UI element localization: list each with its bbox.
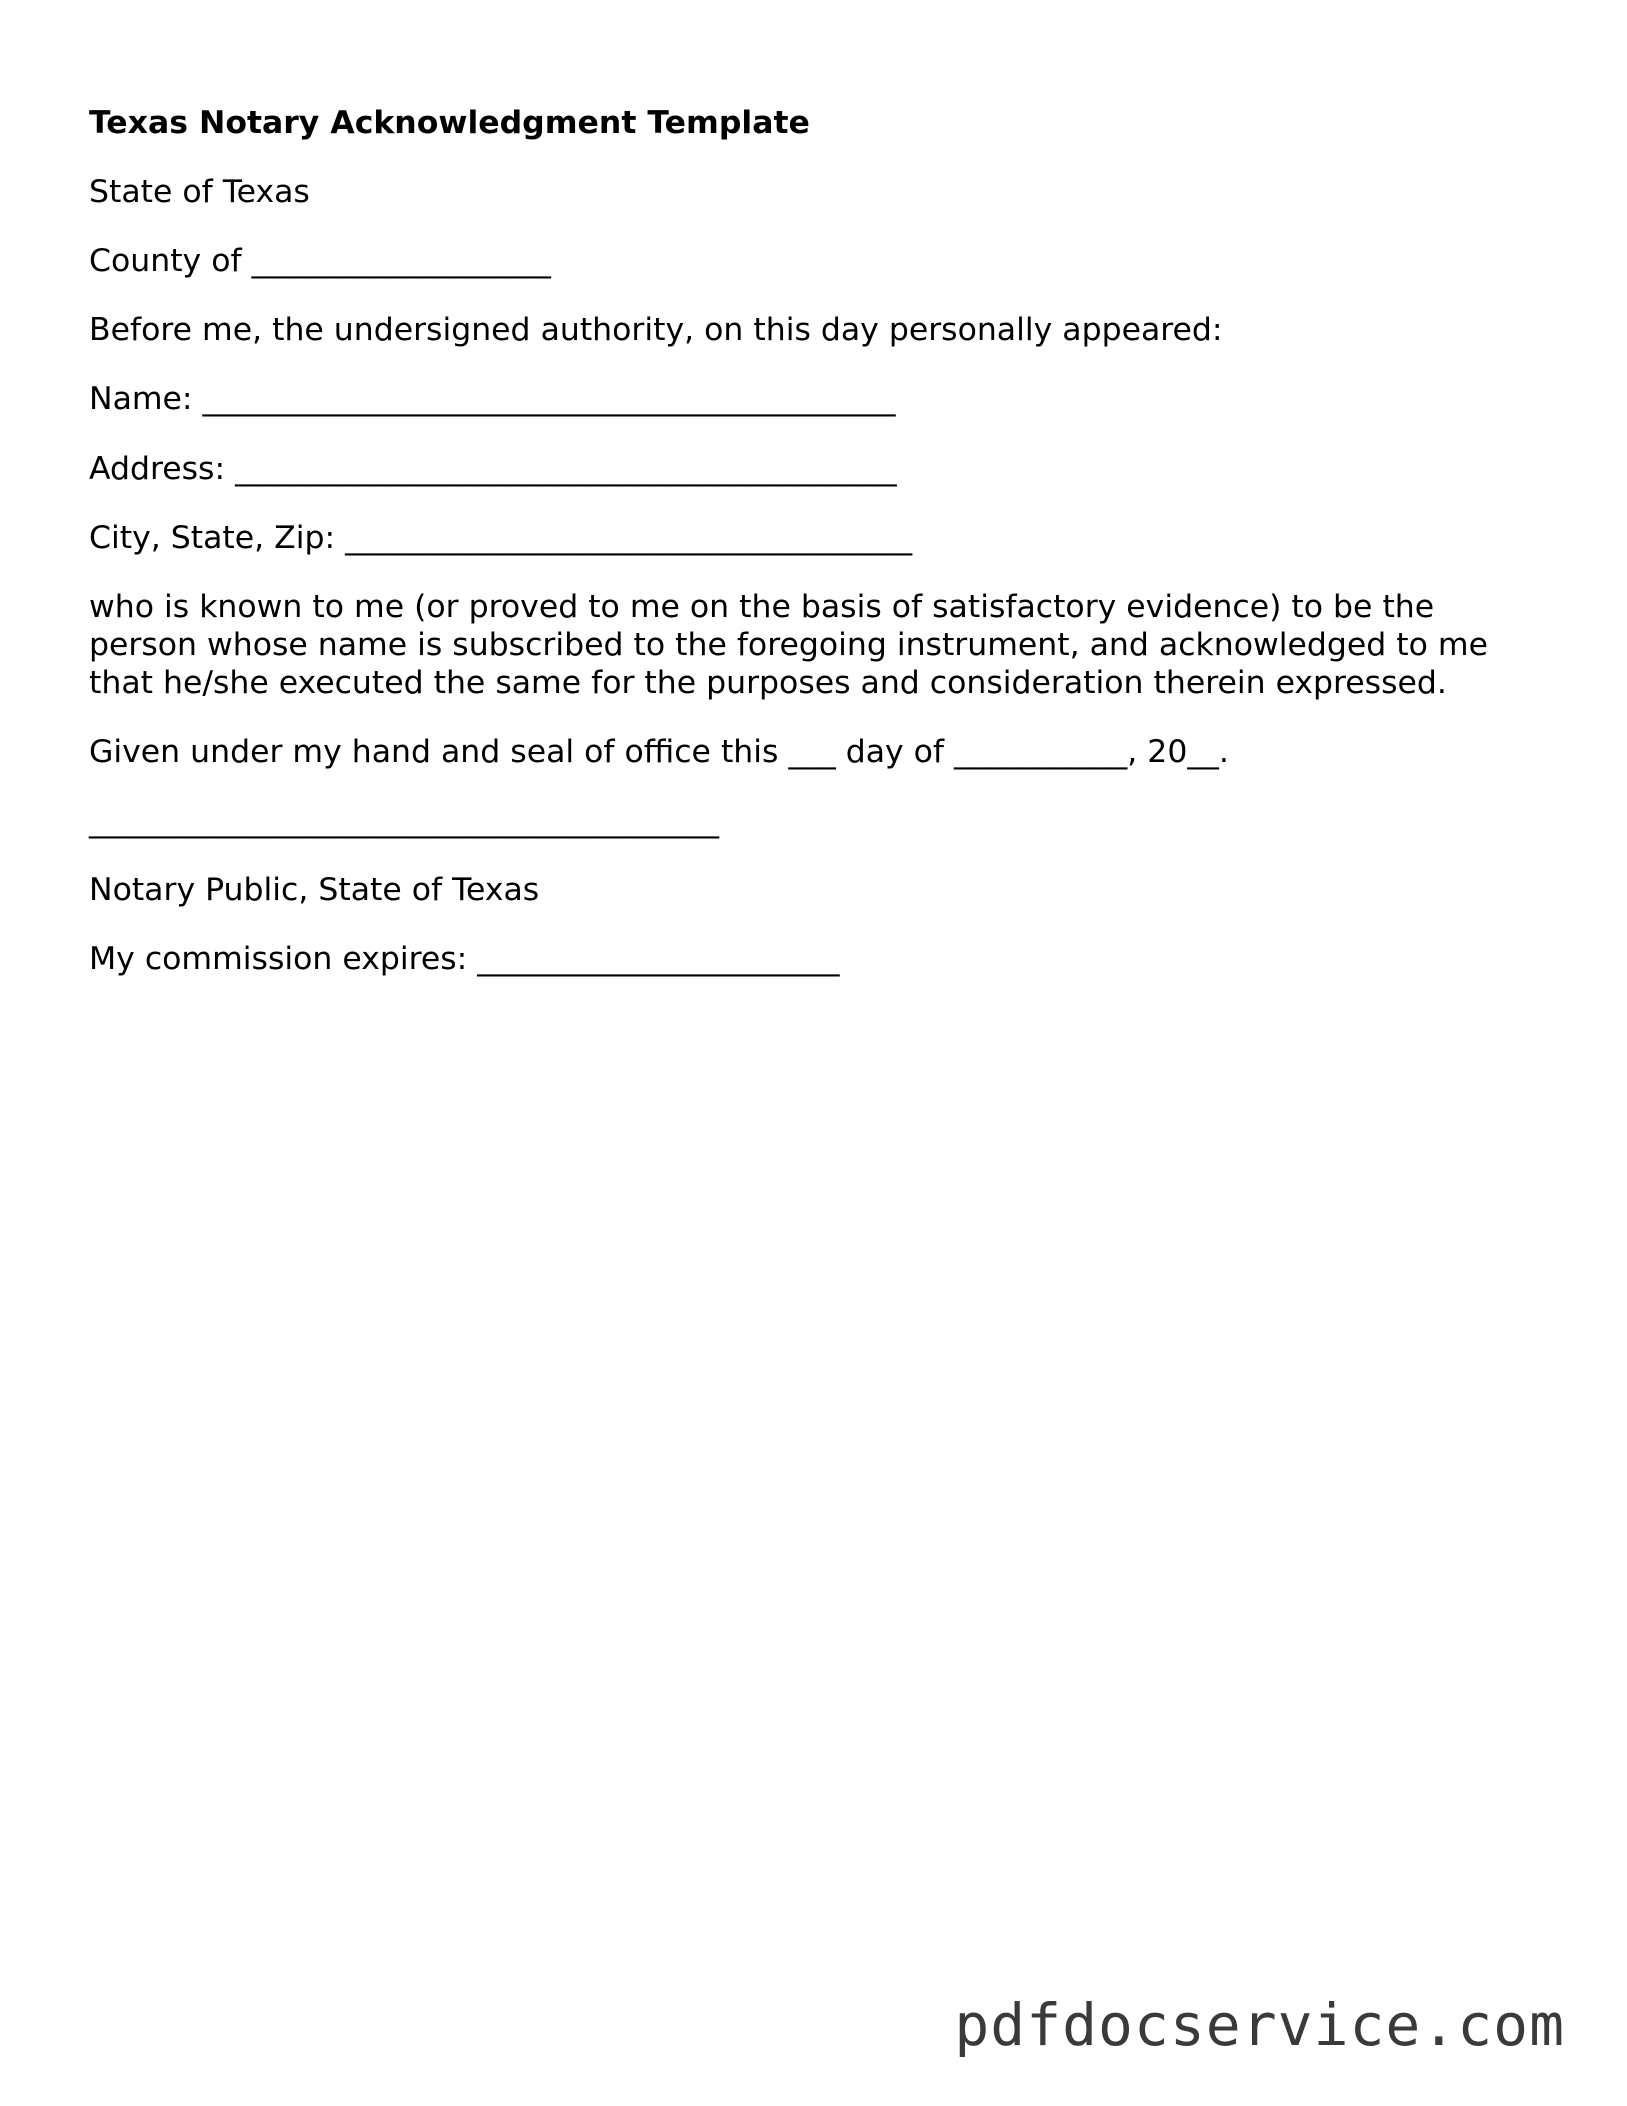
watermark: pdfdocservice.com <box>954 1991 1565 2059</box>
state-line: State of Texas <box>89 174 310 210</box>
acknowledgment-paragraph <box>89 588 1529 702</box>
commission-expires-line: My commission expires: _______________________ <box>89 941 840 977</box>
given-under-hand-line: Given under my hand and seal of office this ___ day of ___________, 20__. <box>89 734 1229 770</box>
address-line: Address: __________________________________________ <box>89 451 897 487</box>
signature-line: ________________________________________ <box>89 803 719 839</box>
county-line: County of ___________________ <box>89 243 551 279</box>
acknowledgment-line: person whose name is subscribed to the foregoing instrument, and acknowledged to me <box>89 627 1488 663</box>
notary-public-line: Notary Public, State of Texas <box>89 872 540 908</box>
city-state-zip-line: City, State, Zip: ____________________________________ <box>89 520 913 556</box>
document-title: Texas Notary Acknowledgment Template <box>89 105 810 141</box>
name-line: Name: ____________________________________________ <box>89 381 896 417</box>
intro-line: Before me, the undersigned authority, on this day personally appeared: <box>89 312 1223 348</box>
acknowledgment-line: who is known to me (or proved to me on the basis of satisfactory evidence) to be the <box>89 589 1435 625</box>
acknowledgment-line: that he/she executed the same for the purposes and consideration therein expressed. <box>89 665 1447 701</box>
